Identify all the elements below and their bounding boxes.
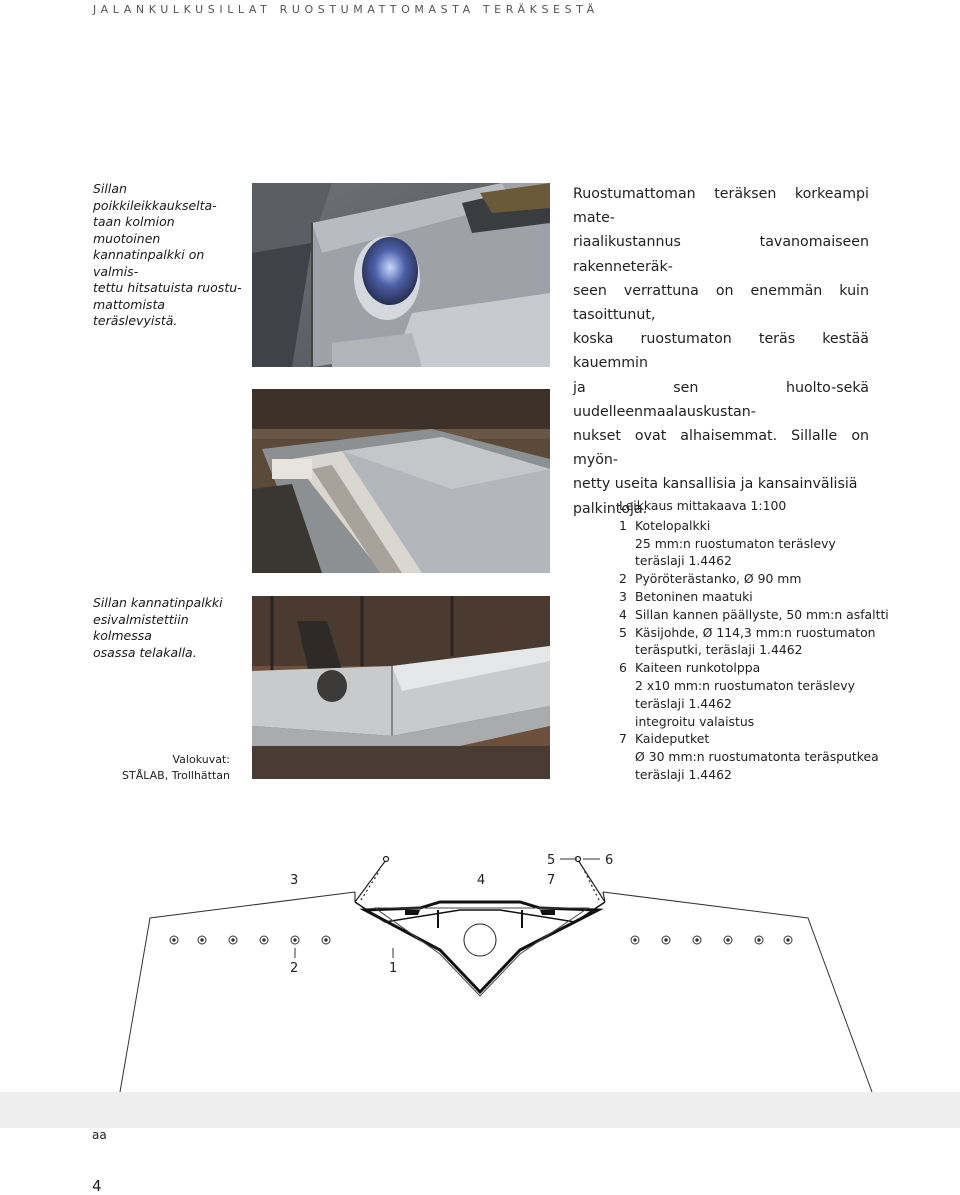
legend-num: 3 bbox=[619, 588, 627, 604]
caption-line: kannatinpalkki on valmis- bbox=[93, 247, 205, 279]
caption-prefabrication bbox=[93, 595, 243, 661]
body-line: ja sen huolto-sekä uudelleenmaalauskustan- bbox=[573, 379, 869, 420]
legend-line: integroitu valaistus bbox=[635, 713, 755, 729]
body-line: netty useita kansallisia ja kansainvälisiä bbox=[573, 476, 858, 493]
legend-num: 1 bbox=[619, 517, 627, 533]
railing-left bbox=[355, 857, 389, 903]
photo-beam-interior bbox=[252, 183, 550, 367]
caption-line: Sillan kannatinpalkki bbox=[93, 595, 223, 610]
legend-num: 2 bbox=[619, 571, 627, 587]
body-line: riaalikustannus tavanomaiseen rakenneteräk- bbox=[573, 234, 869, 275]
caption-line: tettu hitsatuista ruostu- bbox=[93, 280, 242, 295]
caption-line: esivalmistettiin kolmessa bbox=[93, 611, 189, 643]
legend-line: Kaideputket bbox=[635, 731, 710, 747]
legend-line: Pyöröterästanko, Ø 90 mm bbox=[635, 571, 802, 587]
legend-line: teräslaji 1.4462 bbox=[635, 553, 732, 569]
page-number: 4 bbox=[92, 1177, 102, 1195]
legend-title: Leikkaus mittakaava 1:100 bbox=[619, 498, 787, 513]
round-steel-bar bbox=[464, 924, 496, 956]
legend-line: teräsputki, teräslaji 1.4462 bbox=[635, 642, 803, 658]
caption-line: mattomista teräslevyistä. bbox=[93, 296, 178, 328]
body-line: koska ruostumaton teräs kestää kauemmin bbox=[573, 331, 869, 372]
label-1: 1 bbox=[389, 961, 398, 976]
label-7: 7 bbox=[547, 873, 556, 888]
deck-structure bbox=[355, 892, 605, 922]
legend-item-4 bbox=[619, 606, 939, 624]
caption-cross-section bbox=[93, 181, 243, 330]
caption-line: taan kolmion muotoinen bbox=[93, 214, 175, 246]
legend-line: Betoninen maatuki bbox=[635, 588, 753, 604]
legend-line: Käsijohde, Ø 114,3 mm:n ruostumaton bbox=[635, 624, 876, 640]
legend-line: Kotelopalkki bbox=[635, 517, 711, 533]
section-legend bbox=[619, 497, 939, 784]
legend-item-3 bbox=[619, 588, 939, 606]
body-paragraph bbox=[573, 182, 869, 521]
legend-line: 25 mm:n ruostumaton teräslevy bbox=[635, 535, 836, 551]
legend-line: teräslaji 1.4462 bbox=[635, 766, 732, 782]
legend-num: 6 bbox=[619, 660, 627, 676]
caption-line: osassa telakalla. bbox=[93, 644, 197, 660]
label-6: 6 bbox=[605, 853, 614, 868]
triangular-box-beam bbox=[365, 902, 598, 996]
label-5: 5 bbox=[547, 853, 556, 868]
body-line: seen verrattuna on enemmän kuin tasoittunut, bbox=[573, 282, 869, 324]
body-line: nukset ovat alhaisemmat. Sillalle on myön- bbox=[573, 428, 869, 469]
legend-line: Kaiteen runkotolppa bbox=[635, 660, 761, 676]
photo-beam-section bbox=[252, 596, 550, 779]
section-code: aa bbox=[92, 1128, 107, 1142]
legend-line: Sillan kannen päällyste, 50 mm:n asfaltti bbox=[635, 606, 889, 622]
body-line: palkintoja. bbox=[573, 500, 648, 517]
legend-num: 4 bbox=[619, 606, 627, 622]
cross-section-drawing bbox=[0, 830, 960, 1095]
fixtures-row bbox=[170, 936, 792, 944]
legend-line: teräslaji 1.4462 bbox=[635, 695, 732, 711]
footer-band bbox=[0, 1092, 960, 1128]
legend-item-1 bbox=[619, 517, 939, 570]
credit-source: STÅLAB, Trollhättan bbox=[122, 769, 230, 782]
photo-beam-workshop bbox=[252, 389, 550, 573]
body-line: Ruostumattoman teräksen korkeampi mate- bbox=[573, 186, 869, 227]
railing-right bbox=[576, 857, 606, 903]
running-header: JALANKULKUSILLAT RUOSTUMATTOMASTA TERÄKSESTÄ bbox=[93, 3, 599, 16]
legend-line: Ø 30 mm:n ruostumatonta teräsputkea bbox=[635, 749, 879, 765]
legend-num: 5 bbox=[619, 624, 627, 640]
legend-item-7 bbox=[619, 730, 939, 783]
caption-line: Sillan poikkileikkaukselta- bbox=[93, 181, 217, 213]
legend-item-6 bbox=[619, 659, 939, 730]
legend-line: 2 x10 mm:n ruostumaton teräslevy bbox=[635, 677, 855, 693]
abutment-outline bbox=[120, 892, 872, 1092]
legend-item-5 bbox=[619, 624, 939, 660]
label-2: 2 bbox=[290, 961, 299, 976]
label-3: 3 bbox=[290, 873, 299, 888]
label-4: 4 bbox=[477, 873, 486, 888]
photo-credit bbox=[100, 752, 230, 784]
legend-item-2 bbox=[619, 570, 939, 588]
credit-label: Valokuvat: bbox=[172, 753, 230, 766]
legend-num: 7 bbox=[619, 731, 627, 747]
